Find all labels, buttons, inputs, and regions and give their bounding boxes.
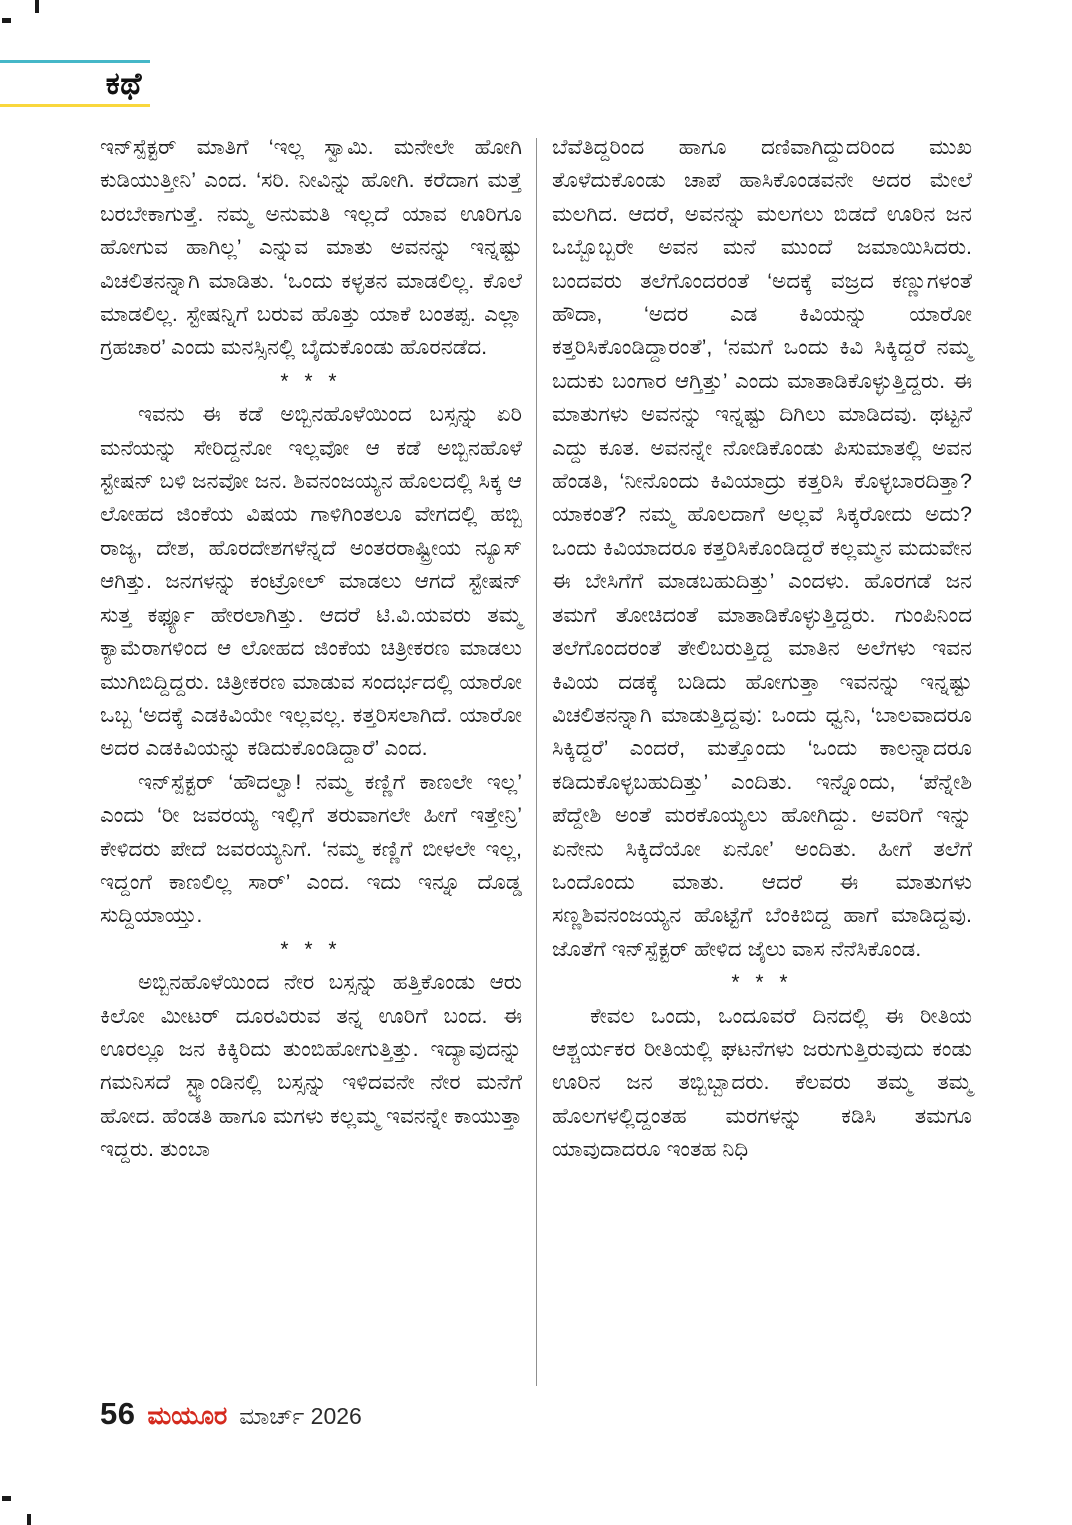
section-separator: * * * [731,971,793,995]
page-number: 56 [100,1396,136,1431]
section-title: ಕಥೆ [105,66,142,101]
column-divider-rule [536,138,537,1386]
magazine-name: ಮಯೂರ [147,1402,228,1430]
issue-date: ಮಾರ್ಚ್ 2026 [239,1403,362,1429]
section-separator: * * * [280,369,342,393]
header-bottom-rule [0,104,150,107]
page-footer [100,1396,362,1432]
story-paragraph: ಅಬ್ಬಿನಹೊಳೆಯಿಂದ ನೇರ ಬಸ್ಸನ್ನು ಹತ್ತಿಕೊಂಡು ಆರು ಕಿಲೋ ಮೀಟರ್ ದೂರವಿರುವ ತನ್ನ ಊರಿಗೆ ಬಂದ. ಈ ಊರಲ್ಲೂ ಜನ ಕಿಕ್ಕಿರಿದು ತುಂಬಿಹೋಗುತ್ತಿತ್ತು. ಇದ್ಯಾವುದನ್ನು ಗಮನಿಸದೆ ಸ್ಟ್ಯಾಂಡಿನಲ್ಲಿ ಬಸ್ಸನ್ನು ಇಳಿದವನೇ ನೇರ ಮನೆಗೆ ಹೋದ. ಹೆಂಡತಿ ಹಾಗೂ ಮಗಳು ಕಲ್ಲಮ್ಮ ಇವನನ್ನೇ ಕಾಯುತ್ತಾ ಇದ್ದರು. ತುಂಬಾ [100,970,522,1162]
story-paragraph: ಇವನು ಈ ಕಡೆ ಅಬ್ಬಿನಹೊಳೆಯಿಂದ ಬಸ್ಸನ್ನು ಏರಿ ಮನೆಯನ್ನು ಸೇರಿದ್ದನೋ ಇಲ್ಲವೋ ಆ ಕಡೆ ಅಬ್ಬಿನಹೊಳೆ ಸ್ಟೇಷನ್ ಬಳಿ ಜನವೋ ಜನ. ಶಿವನಂಜಯ್ಯನ ಹೊಲದಲ್ಲಿ ಸಿಕ್ಕ ಆ ಲೋಹದ ಜಿಂಕೆಯ ವಿಷಯ ಗಾಳಿಗಿಂತಲೂ ವೇಗದಲ್ಲಿ ಹಬ್ಬಿ ರಾಜ್ಯ, ದೇಶ, ಹೊರದೇಶಗಳೆನ್ನದೆ ಅಂತರರಾಷ್ಟ್ರೀಯ ನ್ಯೂಸ್ ಆಗಿತ್ತು. ಜನಗಳನ್ನು ಕಂಟ್ರೋಲ್ ಮಾಡಲು ಆಗದೆ ಸ್ಟೇಷನ್ ಸುತ್ತ ಕರ್ಫ್ಯೂ ಹೇರಲಾಗಿತ್ತು. ಆದರೆ ಟಿ.ವಿ.ಯವರು ತಮ್ಮ ಕ್ಯಾಮೆರಾಗಳಿಂದ ಆ ಲೋಹದ ಜಿಂಕೆಯ ಚಿತ್ರೀಕರಣ ಮಾಡಲು ಮುಗಿಬಿದ್ದಿದ್ದರು. ಚಿತ್ರೀಕರಣ ಮಾಡುವ ಸಂದರ್ಭದಲ್ಲಿ ಯಾರೋ ಒಬ್ಬ ‘ಅದಕ್ಕೆ ಎಡಕಿವಿಯೇ ಇಲ್ಲವಲ್ಲ. ಕತ್ತರಿಸಲಾಗಿದೆ. ಯಾರೋ ಅದರ ಎಡಕಿವಿಯನ್ನು ಕಡಿದುಕೊಂಡಿದ್ದಾರೆ’ ಎಂದ. [100,402,522,761]
registration-mark-bottom-dash [2,1496,11,1501]
registration-mark-top-dash [2,18,11,23]
story-column-right [552,131,972,1167]
registration-mark-top-tick [35,0,39,13]
registration-mark-bottom-tick [27,1514,31,1525]
story-paragraph: ಬೆವೆತಿದ್ದರಿಂದ ಹಾಗೂ ದಣಿವಾಗಿದ್ದುದರಿಂದ ಮುಖ ತೊಳೆದುಕೊಂಡು ಚಾಪೆ ಹಾಸಿಕೊಂಡವನೇ ಅದರ ಮೇಲೆ ಮಲಗಿದ. ಆದರೆ, ಅವನನ್ನು ಮಲಗಲು ಬಿಡದೆ ಊರಿನ ಜನ ಒಬ್ಬೊಬ್ಬರೇ ಅವನ ಮನೆ ಮುಂದೆ ಜಮಾಯಿಸಿದರು. ಬಂದವರು ತಲೆಗೊಂದರಂತೆ ‘ಅದಕ್ಕೆ ವಜ್ರದ ಕಣ್ಣುಗಳಂತೆ ಹೌದಾ, ‘ಅದರ ಎಡ ಕಿವಿಯನ್ನು ಯಾರೋ ಕತ್ತರಿಸಿಕೊಂಡಿದ್ದಾರಂತೆ’, ‘ನಮಗೆ ಒಂದು ಕಿವಿ ಸಿಕ್ಕಿದ್ದರೆ ನಮ್ಮ ಬದುಕು ಬಂಗಾರ ಆಗ್ತಿತ್ತು’ ಎಂದು ಮಾತಾಡಿಕೊಳ್ಳುತ್ತಿದ್ದರು. ಈ ಮಾತುಗಳು ಅವನನ್ನು ಇನ್ನಷ್ಟು ದಿಗಿಲು ಮಾಡಿದವು. ಥಟ್ಟನೆ ಎದ್ದು ಕೂತ. ಅವನನ್ನೇ ನೋಡಿಕೊಂಡು ಪಿಸುಮಾತಲ್ಲಿ ಅವನ ಹೆಂಡತಿ, ‘ನೀನೊಂದು ಕಿವಿಯಾದ್ರು ಕತ್ತರಿಸಿ ಕೊಳ್ಳಬಾರದಿತ್ತಾ? ಯಾಕಂತೆ? ನಮ್ಮ ಹೊಲದಾಗೆ ಅಲ್ಲವೆ ಸಿಕ್ಕರೋದು ಅದು? ಒಂದು ಕಿವಿಯಾದರೂ ಕತ್ತರಿಸಿಕೊಂಡಿದ್ದರೆ ಕಲ್ಲಮ್ಮನ ಮದುವೇನ ಈ ಬೇಸಿಗೆಗೆ ಮಾಡಬಹುದಿತ್ತು’ ಎಂದಳು. ಹೊರಗಡೆ ಜನ ತಮಗೆ ತೋಚಿದಂತೆ ಮಾತಾಡಿಕೊಳ್ಳುತ್ತಿದ್ದರು. ಗುಂಪಿನಿಂದ ತಲೆಗೊಂದರಂತೆ ತೇಲಿಬರುತ್ತಿದ್ದ ಮಾತಿನ ಅಲೆಗಳು ಇವನ ಕಿವಿಯ ದಡಕ್ಕೆ ಬಡಿದು ಹೋಗುತ್ತಾ ಇವನನ್ನು ಇನ್ನಷ್ಟು ವಿಚಲಿತನನ್ನಾಗಿ ಮಾಡುತ್ತಿದ್ದವು: ಒಂದು ಧ್ವನಿ, ‘ಬಾಲವಾದರೂ ಸಿಕ್ಕಿದ್ದರೆ’ ಎಂದರೆ, ಮತ್ತೊಂದು ‘ಒಂದು ಕಾಲನ್ನಾದರೂ ಕಡಿದುಕೊಳ್ಳಬಹುದಿತ್ತು’ ಎಂದಿತು. ಇನ್ನೊಂದು, ‘ಪೆನ್ನೇಶಿ ಪೆದ್ದೇಶಿ ಅಂತೆ ಮರಕೊಯ್ಯಲು ಹೋಗಿದ್ದು. ಅವರಿಗೆ ಇನ್ನು ಏನೇನು ಸಿಕ್ಕಿದೆಯೋ ಏನೋ’ ಅಂದಿತು. ಹೀಗೆ ತಲೆಗೆ ಒಂದೊಂದು ಮಾತು. ಆದರೆ ಈ ಮಾತುಗಳು ಸಣ್ಣಶಿವನಂಜಯ್ಯನ ಹೊಟ್ಟೆಗೆ ಬೆಂಕಿಬಿದ್ದ ಹಾಗೆ ಮಾಡಿದ್ದವು. ಜೊತೆಗೆ ಇನ್‌ಸ್ಪೆಕ್ಟರ್ ಹೇಳಿದ ಜೈಲು ವಾಸ ನೆನೆಸಿಕೊಂಡ. [552,135,972,961]
story-paragraph: ಇನ್‌ಸ್ಪೆಕ್ಟರ್ ಮಾತಿಗೆ ‘ಇಲ್ಲ ಸ್ವಾಮಿ. ಮನೇಲೇ ಹೋಗಿ ಕುಡಿಯುತ್ತೀನಿ’ ಎಂದ. ‘ಸರಿ. ನೀವಿನ್ನು ಹೋಗಿ. ಕರೆದಾಗ ಮತ್ತೆ ಬರಬೇಕಾಗುತ್ತೆ. ನಮ್ಮ ಅನುಮತಿ ಇಲ್ಲದೆ ಯಾವ ಊರಿಗೂ ಹೋಗುವ ಹಾಗಿಲ್ಲ’ ಎನ್ನುವ ಮಾತು ಅವನನ್ನು ಇನ್ನಷ್ಟು ವಿಚಲಿತನನ್ನಾಗಿ ಮಾಡಿತು. ‘ಒಂದು ಕಳ್ಳತನ ಮಾಡಲಿಲ್ಲ. ಕೊಲೆ ಮಾಡಲಿಲ್ಲ. ಸ್ಟೇಷನ್ನಿಗೆ ಬರುವ ಹೊತ್ತು ಯಾಕೆ ಬಂತಪ್ಪ. ಎಲ್ಲಾ ಗ್ರಹಚಾರ’ ಎಂದು ಮನಸ್ಸಿನಲ್ಲಿ ಬೈದುಕೊಂಡು ಹೊರನಡೆದ. [100,135,522,360]
story-paragraph: ಕೇವಲ ಒಂದು, ಒಂದೂವರೆ ದಿನದಲ್ಲಿ ಈ ರೀತಿಯ ಆಶ್ಚರ್ಯಕರ ರೀತಿಯಲ್ಲಿ ಘಟನೆಗಳು ಜರುಗುತ್ತಿರುವುದು ಕಂಡು ಊರಿನ ಜನ ತಬ್ಬಿಬ್ಬಾದರು. ಕೆಲವರು ತಮ್ಮ ತಮ್ಮ ಹೊಲಗಳಲ್ಲಿದ್ದಂತಹ ಮರಗಳನ್ನು ಕಡಿಸಿ ತಮಗೂ ಯಾವುದಾದರೂ ಇಂತಹ ನಿಧಿ [552,1003,972,1162]
story-column-left [100,131,522,1167]
section-separator: * * * [280,937,342,961]
story-paragraph: ಇನ್‌ಸ್ಪೆಕ್ಟರ್ ‘ಹೌದಲ್ವಾ! ನಮ್ಮ ಕಣ್ಣಿಗೆ ಕಾಣಲೇ ಇಲ್ಲ’ ಎಂದು ‘ರೀ ಜವರಯ್ಯ ಇಲ್ಲಿಗೆ ತರುವಾಗಲೇ ಹೀಗೆ ಇತ್ತೇನ್ರಿ’ ಕೇಳಿದರು ಪೇದೆ ಜವರಯ್ಯನಿಗೆ. ‘ನಮ್ಮ ಕಣ್ಣಿಗೆ ಬೀಳಲೇ ಇಲ್ಲ, ಇದ್ದಂಗೆ ಕಾಣಲಿಲ್ಲ ಸಾರ್’ ಎಂದ. ಇದು ಇನ್ನೂ ದೊಡ್ಡ ಸುದ್ದಿಯಾಯ್ತು. [100,769,522,928]
